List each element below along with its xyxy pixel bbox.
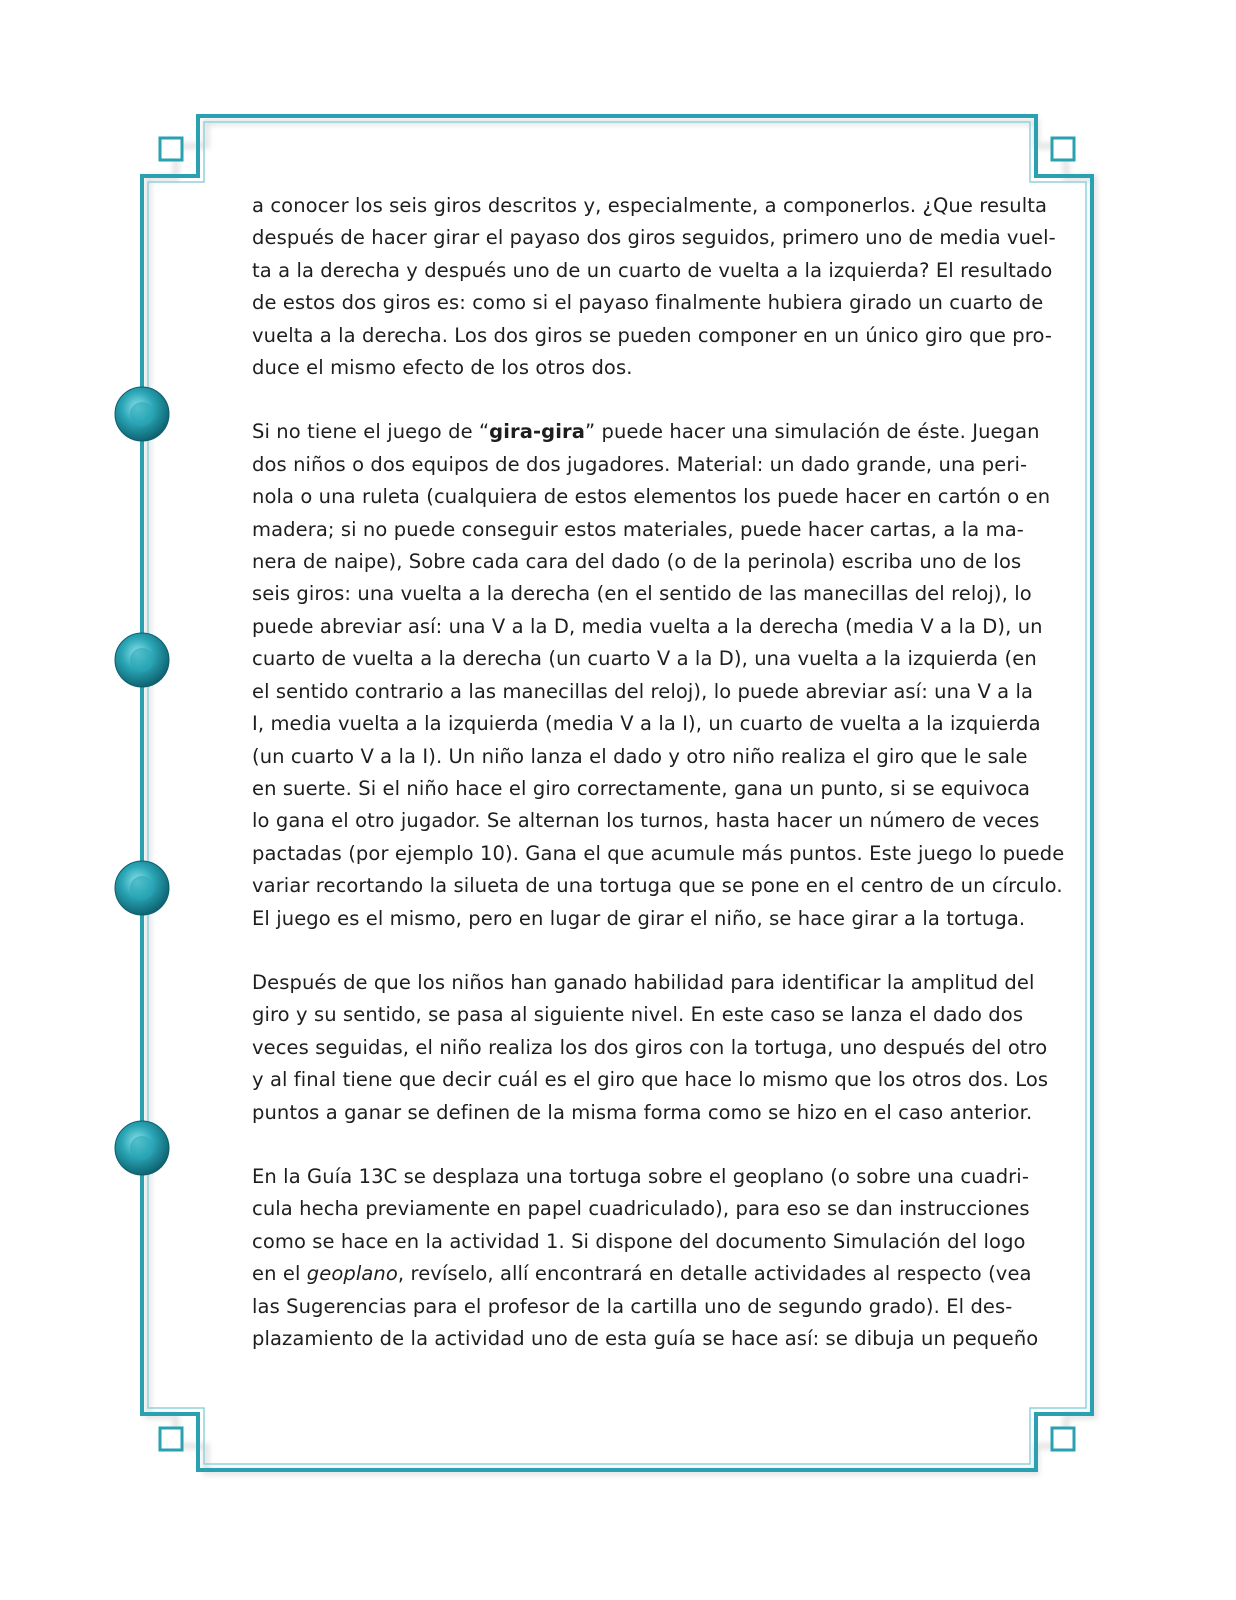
- text-line: nola o una ruleta (cualquiera de estos elementos los puede hacer en cartón o en: [252, 485, 1051, 509]
- text-line: después de hacer girar el payaso dos giros seguidos, primero uno de media vuel-: [252, 226, 1056, 250]
- text-line: veces seguidas, el niño realiza los dos giros con la tortuga, uno después del otro: [252, 1035, 1048, 1059]
- text-line: en suerte. Si el niño hace el giro correctamente, gana un punto, si se equivoca: [252, 776, 1031, 800]
- text-line: giro y su sentido, se pasa al siguiente nivel. En este caso se lanza el dado dos: [252, 1003, 1024, 1027]
- paragraph-giros-compuestos: [252, 190, 1056, 384]
- text-line: como se hace en la actividad 1. Si dispone del documento Simulación del logo: [252, 1229, 1026, 1253]
- text-line: dos niños o dos equipos de dos jugadores. Material: un dado grande, una peri-: [252, 452, 1028, 476]
- text-line: nera de naipe), Sobre cada cara del dado (o de la perinola) escriba uno de los: [252, 550, 1022, 574]
- text-line: seis giros: una vuelta a la derecha (en el sentido de las manecillas del reloj), lo: [252, 582, 1032, 606]
- bold-term-gira-gira: gira-gira: [489, 420, 586, 444]
- text-line: lo gana el otro jugador. Se alternan los turnos, hasta hacer un número de veces: [252, 809, 1040, 833]
- text-fragment: en el: [252, 1262, 307, 1286]
- text-fragment: Si no tiene el juego de “: [252, 420, 490, 444]
- text-line: de estos dos giros es: como si el payaso finalmente hubiera girado un cuarto de: [252, 291, 1044, 315]
- paragraph-simulacion-juego: [252, 416, 1065, 935]
- text-line: [252, 416, 1040, 448]
- text-line: cula hecha previamente en papel cuadriculado), para eso se dan instrucciones: [252, 1197, 1030, 1221]
- text-line: puntos a ganar se definen de la misma forma como se hizo en el caso anterior.: [252, 1100, 1033, 1124]
- text-line: madera; si no puede conseguir estos materiales, puede hacer cartas, a la ma-: [252, 517, 1024, 541]
- text-line: Después de que los niños han ganado habilidad para identificar la amplitud del: [252, 970, 1035, 994]
- page-body: [252, 190, 1065, 1387]
- text-line: (un cuarto V a la I). Un niño lanza el dado y otro niño realiza el giro que le sale: [252, 744, 1028, 768]
- text-line: ta a la derecha y después uno de un cuarto de vuelta a la izquierda? El resultado: [252, 258, 1053, 282]
- bead-2: [115, 633, 169, 687]
- bead-1: [115, 387, 169, 441]
- text-line: el sentido contrario a las manecillas del reloj), lo puede abreviar así: una V a la: [252, 679, 1034, 703]
- paragraph-siguiente-nivel: [252, 967, 1049, 1129]
- bead-3: [115, 861, 169, 915]
- paragraph-guia-13c: [252, 1161, 1039, 1355]
- text-line: vuelta a la derecha. Los dos giros se pueden componer en un único giro que pro-: [252, 323, 1053, 347]
- text-line: plazamiento de la actividad uno de esta guía se hace así: se dibuja un pequeño: [252, 1327, 1039, 1350]
- text-line: las Sugerencias para el profesor de la cartilla uno de segundo grado). El des-: [252, 1294, 1013, 1318]
- text-line: pactadas (por ejemplo 10). Gana el que acumule más puntos. Este juego lo puede: [252, 841, 1065, 865]
- text-line: En la Guía 13C se desplaza una tortuga sobre el geoplano (o sobre una cuadri-: [252, 1164, 1029, 1188]
- text-line: duce el mismo efecto de los otros dos.: [252, 356, 633, 380]
- text-line: cuarto de vuelta a la derecha (un cuarto V a la D), una vuelta a la izquierda (en: [252, 647, 1037, 671]
- text-fragment: , revíselo, allí encontrará en detalle actividades al respecto (vea: [397, 1262, 1032, 1286]
- text-line: puede abreviar así: una V a la D, media vuelta a la derecha (media V a la D), un: [252, 614, 1043, 638]
- text-line: variar recortando la silueta de una tortuga que se pone en el centro de un círculo.: [252, 874, 1063, 898]
- text-line: I, media vuelta a la izquierda (media V a la I), un cuarto de vuelta a la izquierda: [252, 712, 1041, 736]
- text-line: a conocer los seis giros descritos y, especialmente, a componerlos. ¿Que resulta: [252, 194, 1048, 217]
- text-line: [252, 1258, 1032, 1290]
- text-line: y al final tiene que decir cuál es el giro que hace lo mismo que los otros dos. Los: [252, 1068, 1049, 1092]
- italic-term-geoplano: geoplano: [306, 1262, 398, 1286]
- text-line: El juego es el mismo, pero en lugar de girar el niño, se hace girar a la tortuga.: [252, 906, 1026, 930]
- text-fragment: ” puede hacer una simulación de éste. Juegan: [585, 420, 1040, 444]
- bead-4: [115, 1121, 169, 1175]
